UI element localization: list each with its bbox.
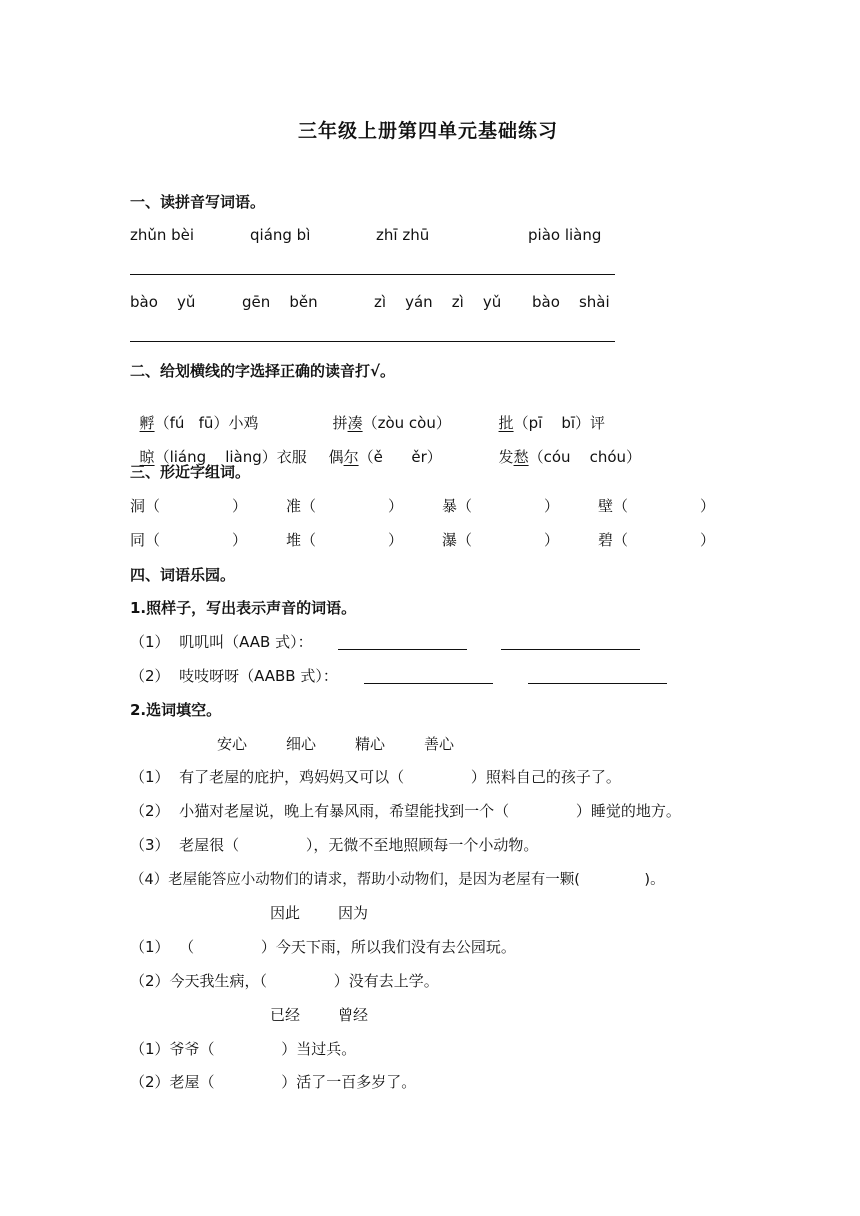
char-word-1: 洞（: [130, 497, 161, 515]
word-tail: 小鸡: [228, 414, 259, 432]
subsection-1-heading: 1.照样子，写出表示声音的词语。: [130, 599, 357, 617]
word-choice: 因为: [338, 904, 369, 922]
pinyin-7: zì yán zì yǔ: [374, 293, 502, 311]
char-word-7: 瀑（: [442, 531, 473, 549]
fill-item[interactable]: （2）老屋（ ）活了一百多岁了。: [130, 1073, 417, 1091]
fill-item[interactable]: （3） 老屋很（ ），无微不至地照顾每一个小动物。: [130, 836, 539, 854]
reading-options: （zòu còu）: [362, 414, 451, 432]
char-close: ）: [232, 497, 248, 515]
section-2-heading: 二、给划横线的字选择正确的读音打√。: [130, 362, 396, 380]
char-close: ）: [700, 531, 716, 549]
pinyin-5: bào yǔ: [130, 293, 196, 311]
answer-line-1[interactable]: [130, 274, 615, 275]
word-prefix: 拼: [332, 414, 348, 432]
fill-item[interactable]: （4）老屋能答应小动物们的请求，帮助小动物们，是因为老屋有一颗( )。: [130, 872, 665, 888]
sound-question-2: （2） 吱吱呀呀（AABB 式）：: [130, 667, 338, 685]
word-choice: 因此: [270, 904, 301, 922]
page-title: 三年级上册第四单元基础练习: [298, 120, 559, 142]
underlined-char: 愁: [513, 448, 529, 466]
reading-options: （liáng liàng）: [154, 448, 277, 466]
section-1-heading: 一、读拼音写词语。: [130, 193, 266, 211]
pinyin-4: piào liàng: [528, 226, 602, 244]
answer-line-2[interactable]: [130, 341, 615, 342]
word-tail: 评: [590, 414, 606, 432]
char-word-6: 堆（: [286, 531, 317, 549]
underlined-char: 孵: [139, 414, 155, 432]
pinyin-8: bào shài: [532, 293, 610, 311]
reading-options: （pī bī）: [513, 414, 591, 432]
fill-item[interactable]: （2） 小猫对老屋说，晚上有暴风雨，希望能找到一个（ ）睡觉的地方。: [130, 802, 681, 820]
word-choice: 细心: [286, 735, 317, 753]
char-close: ）: [544, 531, 560, 549]
word-choice: 善心: [424, 735, 455, 753]
char-close: ）: [388, 497, 404, 515]
answer-blank[interactable]: [528, 683, 667, 684]
answer-blank[interactable]: [364, 683, 493, 684]
sound-question-1: （1） 叽叽叫（AAB 式）：: [130, 633, 313, 651]
char-word-4: 壁（: [598, 497, 629, 515]
answer-blank[interactable]: [501, 649, 640, 650]
reading-item-5[interactable]: [319, 428, 442, 467]
reading-options: （fú fū）: [154, 414, 229, 432]
fill-item[interactable]: （1） （ ）今天下雨，所以我们没有去公园玩。: [130, 938, 516, 956]
section-4-heading: 四、词语乐园。: [130, 566, 236, 584]
section-3-heading: 三、形近字组词。: [130, 463, 251, 481]
word-prefix: 发: [498, 448, 514, 466]
char-close: ）: [544, 497, 560, 515]
char-word-2: 准（: [286, 497, 317, 515]
pinyin-2: qiáng bì: [250, 226, 311, 244]
subsection-2-heading: 2.选词填空。: [130, 701, 222, 719]
word-choice: 已经: [270, 1006, 301, 1024]
char-word-3: 暴（: [442, 497, 473, 515]
char-close: ）: [388, 531, 404, 549]
fill-item[interactable]: （2）今天我生病，（ ）没有去上学。: [130, 972, 439, 990]
pinyin-3: zhī zhū: [376, 226, 430, 244]
fill-item[interactable]: （1） 有了老屋的庇护，鸡妈妈又可以（ ）照料自己的孩子了。: [130, 768, 621, 786]
char-close: ）: [232, 531, 248, 549]
word-choice: 精心: [355, 735, 386, 753]
underlined-char: 批: [498, 414, 514, 432]
pinyin-6: gēn běn: [242, 293, 318, 311]
underlined-char: 凑: [347, 414, 363, 432]
char-close: ）: [700, 497, 716, 515]
word-choice: 安心: [217, 735, 248, 753]
answer-blank[interactable]: [338, 649, 467, 650]
char-word-8: 碧（: [598, 531, 629, 549]
word-choice: 曾经: [338, 1006, 369, 1024]
pinyin-1: zhǔn bèi: [130, 226, 195, 244]
char-word-5: 同（: [130, 531, 161, 549]
word-prefix: 偶: [328, 448, 344, 466]
reading-item-6[interactable]: [489, 428, 641, 467]
underlined-char: 晾: [139, 448, 155, 466]
underlined-char: 尔: [343, 448, 359, 466]
fill-item[interactable]: （1）爷爷（ ）当过兵。: [130, 1040, 357, 1058]
word-tail: 衣服: [276, 448, 307, 466]
reading-options: （cóu chóu）: [528, 448, 642, 466]
reading-options: （ě ěr）: [358, 448, 442, 466]
